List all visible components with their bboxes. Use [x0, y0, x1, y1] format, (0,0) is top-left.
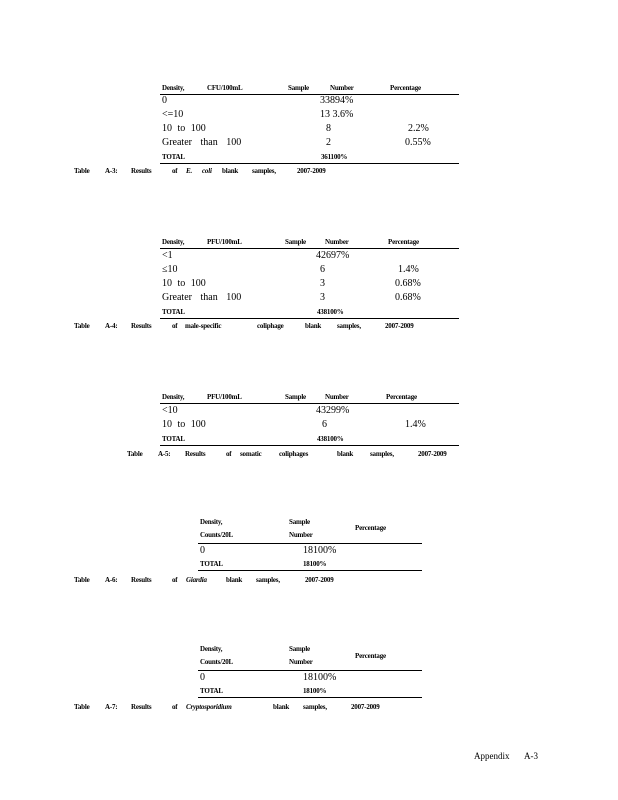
header-rule: [198, 670, 422, 671]
row-value: 18100%: [303, 545, 337, 556]
table-bottom-rule: [160, 318, 459, 319]
row-value: 42697%: [316, 250, 350, 261]
col-header-percentage: Percentage: [386, 393, 417, 401]
col-header-unit: PFU/100mL: [207, 238, 242, 246]
row-value: 3: [320, 278, 325, 289]
table-bottom-rule: [160, 163, 459, 164]
row-percentage: 0.68%: [395, 278, 421, 289]
header-rule: [160, 248, 459, 249]
col-header-sample: Sample: [285, 238, 306, 246]
row-percentage: 2.2%: [408, 123, 429, 134]
row-value: 3: [320, 292, 325, 303]
col-header-number: Number: [325, 238, 349, 246]
row-label: 0: [162, 95, 167, 106]
total-value: 438100%: [317, 435, 344, 443]
row-label: <=10: [162, 109, 184, 120]
row-value: 18100%: [303, 672, 337, 683]
row-label: ≤10: [162, 264, 178, 275]
row-percentage: 1.4%: [405, 419, 426, 430]
row-value: 8: [326, 123, 331, 134]
total-value: 18100%: [303, 560, 327, 568]
col-header-number: Number: [289, 658, 313, 666]
total-label: TOTAL: [200, 560, 223, 568]
col-header-percentage: Percentage: [355, 652, 386, 660]
row-label: <1: [162, 250, 173, 261]
row-value: 6: [322, 419, 327, 430]
footer-section: Appendix: [474, 751, 510, 761]
row-label: 10 to 100: [162, 278, 206, 289]
col-header-unit: PFU/100mL: [207, 393, 242, 401]
total-label: TOTAL: [162, 435, 185, 443]
row-percentage: 0.68%: [395, 292, 421, 303]
row-label: <10: [162, 405, 178, 416]
col-header-density: Density,: [162, 238, 185, 246]
col-header-sample: Sample: [289, 645, 310, 653]
row-label: 10 to 100: [162, 123, 206, 134]
col-header-density: Density,: [200, 645, 223, 653]
header-rule: [198, 543, 422, 544]
col-header-unit: Counts/20L: [200, 658, 234, 666]
col-header-number: Number: [330, 84, 354, 92]
table-bottom-rule: [198, 697, 422, 698]
row-label: Greater than 100: [162, 137, 242, 148]
header-rule: [160, 403, 459, 404]
total-label: TOTAL: [200, 687, 223, 695]
total-label: TOTAL: [162, 308, 185, 316]
col-header-density: Density,: [162, 84, 185, 92]
col-header-percentage: Percentage: [388, 238, 419, 246]
row-label: Greater than 100: [162, 292, 242, 303]
row-value: 2: [326, 137, 331, 148]
total-value: 18100%: [303, 687, 327, 695]
col-header-number: Number: [289, 531, 313, 539]
table-bottom-rule: [160, 445, 459, 446]
header-rule: [160, 94, 459, 95]
col-header-density: Density,: [200, 518, 223, 526]
col-header-unit: Counts/20L: [200, 531, 234, 539]
col-header-density: Density,: [162, 393, 185, 401]
col-header-percentage: Percentage: [355, 524, 386, 532]
row-value: 13 3.6%: [320, 109, 354, 120]
row-value: 43299%: [316, 405, 350, 416]
col-header-number: Number: [325, 393, 349, 401]
row-percentage: 0.55%: [405, 137, 431, 148]
col-header-sample: Sample: [285, 393, 306, 401]
row-label: 0: [200, 545, 205, 556]
total-label: TOTAL: [162, 153, 185, 161]
col-header-sample: Sample: [288, 84, 309, 92]
total-value: 361100%: [321, 153, 348, 161]
row-label: 0: [200, 672, 205, 683]
col-header-percentage: Percentage: [390, 84, 421, 92]
row-value: 6: [320, 264, 325, 275]
row-percentage: 1.4%: [398, 264, 419, 275]
row-label: 10 to 100: [162, 419, 206, 430]
total-value: 438100%: [317, 308, 344, 316]
page-number: A-3: [524, 751, 538, 761]
col-header-sample: Sample: [289, 518, 310, 526]
col-header-unit: CFU/100mL: [207, 84, 243, 92]
table-bottom-rule: [198, 570, 422, 571]
row-value: 33894%: [320, 95, 354, 106]
